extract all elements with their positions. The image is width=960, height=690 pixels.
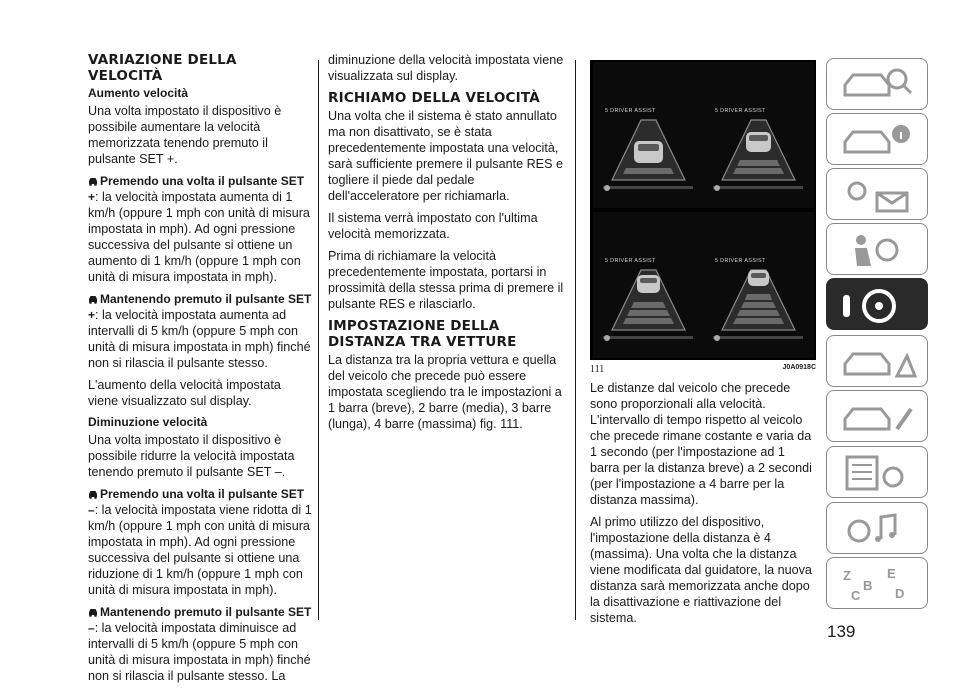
chapter-tab-driving[interactable] — [826, 278, 928, 330]
column-left — [88, 52, 312, 690]
svg-text:Z: Z — [843, 568, 851, 583]
chapter-tab-technical-data[interactable] — [826, 446, 928, 498]
bullet-item — [88, 291, 312, 371]
subheading-increase: Aumento velocità — [88, 86, 189, 100]
display-panel-3-bars — [593, 212, 704, 358]
subheading-decrease: Diminuzione velocità — [88, 415, 208, 429]
bullet-heading: Premendo una volta il pulsante SET + — [88, 174, 305, 204]
warning-lights-icon — [837, 175, 917, 215]
safety-airbag-icon — [837, 230, 917, 270]
panel-label: 5 DRIVER ASSIST — [605, 258, 656, 264]
column-divider — [318, 60, 319, 620]
section-heading-distance-setting: IMPOSTAZIONE DELLA DISTANZA TRA VETTURE — [328, 318, 517, 350]
bullet-text: : la velocità impostata aumenta di 1 km/h (oppure 1 mph con unità di misura impostata in mph). Ad ogni pressione successiva del pulsante si ottiene un aumento di 1 km/h (oppure 1 mph con unità di misura impostata in mph). — [88, 190, 310, 284]
alphabetical-index-icon — [837, 564, 917, 604]
bullet-text: : la velocità impostata diminuisce ad intervalli di 5 km/h (oppure 5 mph con unità di misura impostata in mph) finché non si rilascia il pulsante stesso. La — [88, 621, 311, 683]
bullet-heading: Premendo una volta il pulsante SET – — [88, 487, 305, 517]
paragraph: Al primo utilizzo del dispositivo, l'impostazione della distanza è 4 (massima). Una volta che la distanza viene modificata dal guidatore, la nuova distanza sarà memorizzata anche dopo la disattivazione e riattivazione del sistema. — [590, 515, 812, 625]
panel-label: 5 DRIVER ASSIST — [715, 108, 766, 114]
display-panel-1-bar — [593, 62, 704, 208]
paragraph: Una volta impostato il dispositivo è possibile aumentare la velocità memorizzata tenendo premuto il pulsante SET +. — [88, 104, 282, 166]
figure-number: 111 — [590, 364, 605, 375]
car-bullet-icon — [88, 295, 98, 304]
svg-text:B: B — [863, 578, 873, 593]
paragraph: La distanza tra la propria vettura e quella del veicolo che precede può essere impostata scegliendo tra le impostazioni a 1 barra (breve), 2 barre (media), 3 barre (lunga), 4 barre (massima) fig. 111. — [328, 353, 562, 431]
chapter-tab-index[interactable] — [826, 557, 928, 609]
figure-111-driver-assist-displays — [590, 60, 816, 360]
svg-text:E: E — [887, 566, 896, 581]
chapter-tab-car-info[interactable] — [826, 113, 928, 165]
bullet-item — [88, 486, 312, 598]
svg-text:D: D — [895, 586, 905, 601]
chapter-tab-maintenance[interactable] — [826, 390, 928, 442]
bullet-item — [88, 604, 312, 684]
panel-label: 5 DRIVER ASSIST — [715, 258, 766, 264]
road-graphic — [703, 62, 814, 208]
chapter-tab-emergency[interactable] — [826, 335, 928, 387]
panel-label: 5 DRIVER ASSIST — [605, 108, 656, 114]
svg-text:C: C — [851, 588, 861, 603]
bullet-heading: Mantenendo premuto il pulsante SET + — [88, 292, 312, 322]
chapter-tab-dashboard[interactable] — [826, 58, 928, 110]
column-divider — [575, 60, 576, 620]
display-panel-4-bars — [703, 212, 814, 358]
section-heading-speed-recall: RICHIAMO DELLA VELOCITÀ — [328, 90, 540, 106]
column-middle — [328, 52, 564, 438]
bullet-text: : la velocità impostata viene ridotta di 1 km/h (oppure 1 mph con unità di misura impostata in mph). Ad ogni pressione successiva del pulsante si ottiene una riduzione di 1 km/h (oppure 1 mph con unità di misura impostata in mph). — [88, 503, 312, 597]
road-graphic — [593, 212, 704, 358]
bullet-heading: Mantenendo premuto il pulsante SET – — [88, 605, 312, 635]
bullet-item — [88, 173, 312, 285]
page-number: 139 — [827, 622, 856, 641]
figure-caption — [590, 364, 816, 375]
car-dashboard-icon — [837, 65, 917, 105]
car-bullet-icon — [88, 177, 98, 186]
paragraph: Una volta impostato il dispositivo è possibile ridurre la velocità impostata tenendo premuto il pulsante SET –. — [88, 433, 295, 479]
bullet-text: : la velocità impostata aumenta ad intervalli di 5 km/h (oppure 5 mph con unità di misura impostata in mph) finché non si rilascia il pulsante stesso. — [88, 308, 311, 370]
chapter-tab-safety[interactable] — [826, 223, 928, 275]
technical-data-icon — [837, 453, 917, 493]
road-graphic — [593, 62, 704, 208]
car-maintenance-icon — [837, 397, 917, 437]
paragraph: Il sistema verrà impostato con l'ultima velocità memorizzata. — [328, 211, 538, 241]
paragraph: diminuzione della velocità impostata viene visualizzata sul display. — [328, 53, 564, 83]
steering-key-icon — [837, 285, 917, 325]
road-graphic — [703, 212, 814, 358]
paragraph: Prima di richiamare la velocità precedentemente impostata, portarsi in prossimità della stessa prima di premere il pulsante RES e rilasciarlo. — [328, 249, 564, 311]
chapter-tab-warning-lights[interactable] — [826, 168, 928, 220]
multimedia-icon — [837, 509, 917, 549]
car-info-icon — [837, 120, 917, 160]
car-emergency-icon — [837, 342, 917, 382]
paragraph: Le distanze dal veicolo che precede sono proporzionali alla velocità. L'intervallo di tempo rispetto al veicolo che precede rimane costante e varia da 1 secondo (per l'impostazione ad 1 barra per la distanza breve) a 2 secondi (per l'impostazione a 4 barre per la distanza massima). — [590, 381, 812, 507]
car-bullet-icon — [88, 608, 98, 617]
display-panel-2-bars — [703, 62, 814, 208]
paragraph: Una volta che il sistema è stato annullato ma non disattivato, se è stata precedentemente impostata una velocità, sarà sufficiente premere il pulsante RES e togliere il piede dal pedale dell'acceleratore per richiamarla. — [328, 109, 563, 203]
chapter-tab-multimedia[interactable] — [826, 502, 928, 554]
column-right — [590, 380, 816, 632]
section-heading-speed-variation: VARIAZIONE DELLA VELOCITÀ — [88, 52, 237, 84]
paragraph: L'aumento della velocità impostata viene visualizzato sul display. — [88, 378, 281, 408]
figure-code: J0A0918C — [782, 364, 816, 371]
car-bullet-icon — [88, 490, 98, 499]
